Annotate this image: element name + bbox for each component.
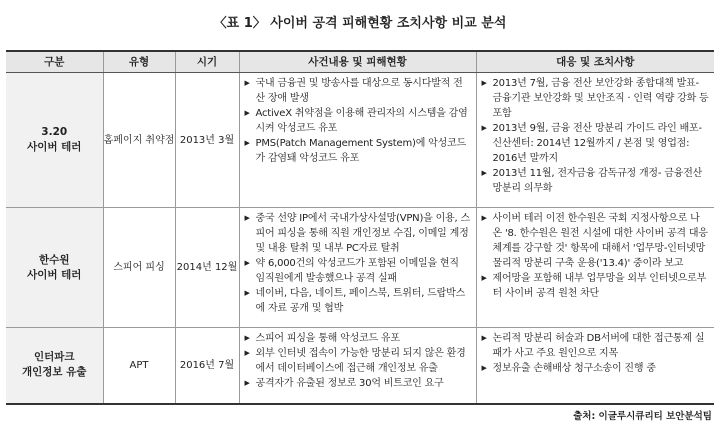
list-item: ▶ 중국 선양 IP에서 국내가상사설망(VPN)을 이용, 스피어 피싱을 통해 직원 개인정보 수집, 이메일 계정 및 내용 탈취 및 내부 PC자료 탈취	[245, 211, 471, 256]
response-cell	[476, 208, 714, 328]
list-item: ▶ 외부 인터넷 접속이 가능한 망분리 되지 않은 환경에서 데이터베이스에 접근해 개인정보 유출	[245, 346, 471, 376]
table-title: 〈표 1〉 사이버 공격 피해현황 조치사항 비교 분석	[213, 16, 507, 31]
header-type: 유형	[103, 51, 175, 73]
category-line: 사이버 테러	[27, 141, 82, 153]
list-item: ▶ 국내 금융권 및 방송사를 대상으로 동시다발적 전산 장애 발생	[245, 76, 471, 106]
incident-list	[245, 211, 471, 316]
category-line: 한수원	[39, 253, 70, 266]
list-item: ▶ 네이버, 다음, 네이트, 페이스북, 트위터, 드랍박스에 자료 공개 및 협박	[245, 286, 471, 316]
period-cell: 2014년 12월	[175, 208, 239, 328]
category-cell	[6, 328, 103, 404]
table-row	[6, 208, 714, 328]
header-response: 대응 및 조치사항	[476, 51, 714, 73]
list-item: ▶ PMS(Patch Management System)에 악성코드가 감염돼 악성코드 유포	[245, 136, 471, 166]
header-period: 시기	[175, 51, 239, 73]
header-incident: 사건내용 및 피해현황	[239, 51, 476, 73]
period-cell: 2016년 7월	[175, 328, 239, 404]
incident-cell	[239, 328, 476, 404]
incident-cell	[239, 73, 476, 208]
list-item: ▶ 논리적 망분리 허술과 DB서버에 대한 접근통제 실패가 사고 주요 원인으로 지목	[482, 331, 710, 361]
table-header-row	[6, 51, 714, 73]
incident-list	[245, 76, 471, 166]
list-item: ▶ 스피어 피싱을 통해 악성코드 유포	[245, 331, 471, 346]
header-category: 구분	[6, 51, 103, 73]
type-cell: 홈페이지 취약점	[103, 73, 175, 208]
incident-list	[245, 331, 471, 391]
response-list	[482, 76, 710, 196]
response-cell	[476, 328, 714, 404]
comparison-table	[6, 50, 714, 405]
list-item: ▶ ActiveX 취약점을 이용해 관리자의 시스템을 감염시켜 악성코드 유포	[245, 106, 471, 136]
incident-cell	[239, 208, 476, 328]
list-item: ▶ 제어망을 포함해 내부 업무망을 외부 인터넷으로부터 사이버 공격 원천 차단	[482, 271, 710, 301]
type-cell: 스피어 피싱	[103, 208, 175, 328]
list-item: ▶ 2013년 9월, 금융 전산 망분리 가이드 라인 배포- 신산센터: 2014년 12월까지 / 본점 및 영업점: 2016년 말까지	[482, 121, 710, 166]
category-line: 사이버 테러	[27, 268, 82, 281]
category-line: 인터파크	[33, 351, 75, 364]
response-list	[482, 331, 710, 376]
category-cell	[6, 208, 103, 328]
table-row	[6, 328, 714, 404]
type-cell: APT	[103, 328, 175, 404]
list-item: ▶ 약 6,000건의 악성코드가 포함된 이메일을 현직 임직원에게 발송했으나 공격 실패	[245, 256, 471, 286]
list-item: ▶ 정보유출 손해배상 청구소송이 진행 중	[482, 361, 710, 376]
category-cell	[6, 73, 103, 208]
list-item: ▶ 2013년 7월, 금융 전산 보안강화 종합대책 발표- 금융기관 보안강화 및 보안조직 · 인력 역량 강화 등 포함	[482, 76, 710, 121]
table-row	[6, 73, 714, 208]
list-item: ▶ 2013년 11월, 전자금융 감독규정 개정- 금융전산 망분리 의무화	[482, 166, 710, 196]
list-item: ▶ 공격자가 유출된 정보로 30억 비트코인 요구	[245, 376, 471, 391]
source-credit: 출처: 이글루시큐리티 보안분석팀	[573, 411, 712, 422]
period-cell: 2013년 3월	[175, 73, 239, 208]
response-cell	[476, 73, 714, 208]
list-item: ▶ 사이버 테러 이전 한수원은 국회 지정사항으로 나온 '8. 한수원은 원전 시설에 대한 사이버 공격 대응체계를 강구할 것' 항목에 대해서 '업무망-인터넷망 물리적 망분리 구축 운용('13.4)' 중이라 보고	[482, 211, 710, 271]
category-line: 개인정보 유출	[21, 366, 87, 379]
response-list	[482, 211, 710, 301]
category-line: 3.20	[41, 126, 68, 138]
